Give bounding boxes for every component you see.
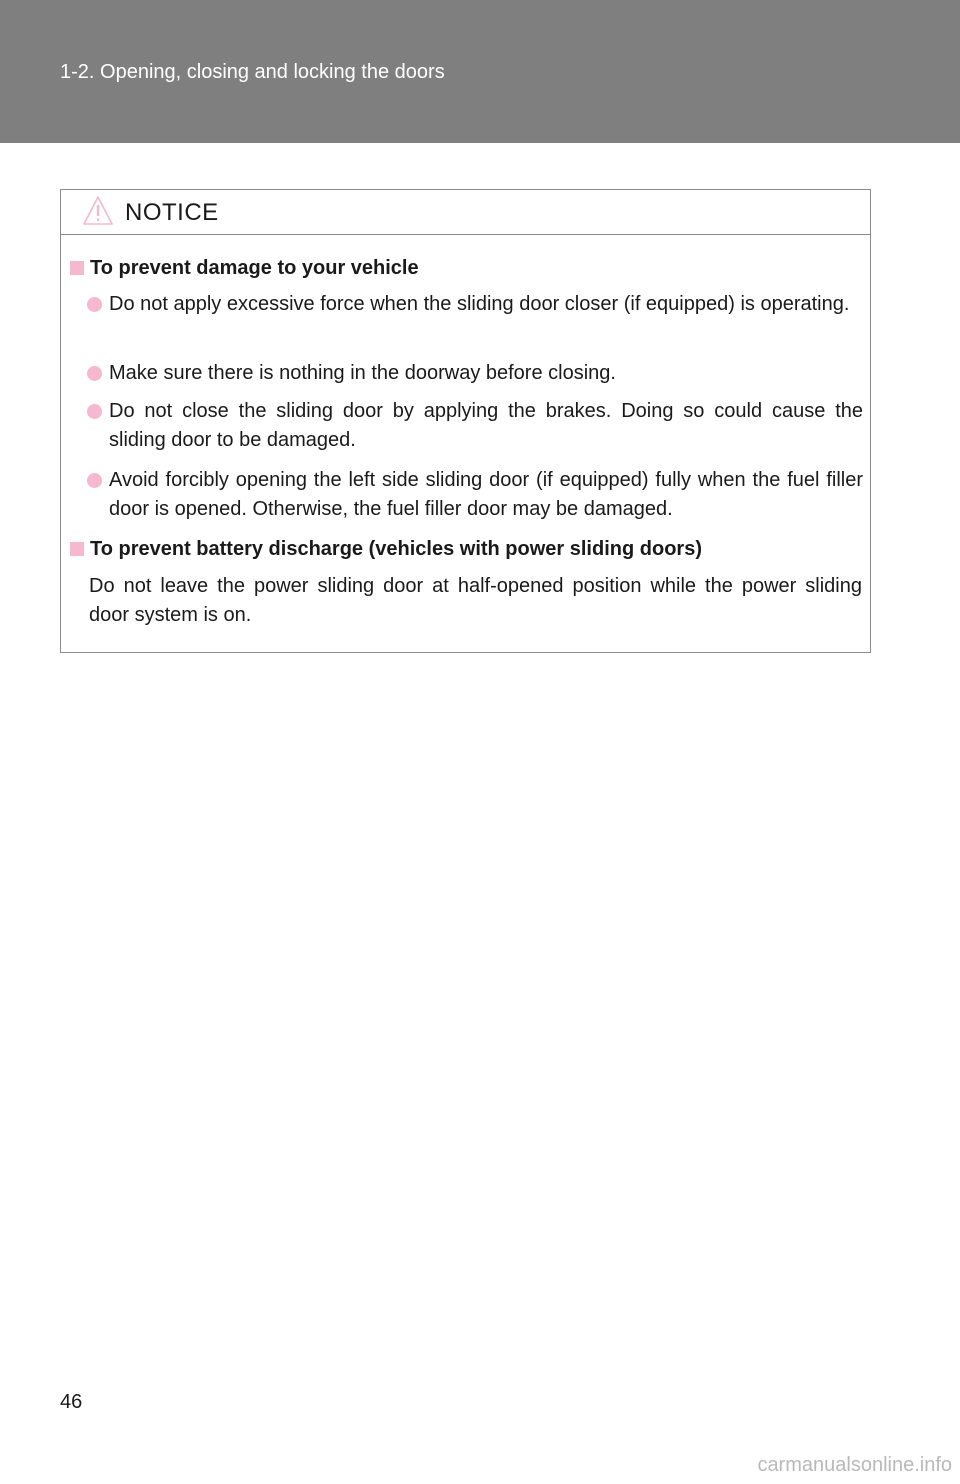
notice-title: NOTICE [125,199,219,226]
round-bullet-icon [87,404,102,419]
list-item [87,290,863,319]
square-bullet-icon [70,542,84,556]
page-number: 46 [60,1391,83,1413]
list-item [87,397,863,455]
list-item-text: Do not apply excessive force when the sliding door closer (if equipped) is operating. [109,293,850,315]
section-heading-text: To prevent battery discharge (vehicles with power sliding doors) [90,538,702,560]
round-bullet-icon [87,473,102,488]
notice-box [60,189,871,653]
notice-header [61,190,870,235]
list-item-text: Avoid forcibly opening the left side sliding door (if equipped) fully when the fuel filler door is opened. Otherwise, the fuel filler door may be damaged. [109,469,863,520]
section-heading-damage [70,254,419,282]
round-bullet-icon [87,366,102,381]
paragraph: Do not leave the power sliding door at half-opened position while the power sliding door system is on. [89,575,862,626]
warning-triangle-icon [82,195,114,227]
section-title: 1-2. Opening, closing and locking the doors [60,61,445,83]
section-heading-text: To prevent damage to your vehicle [90,257,419,279]
watermark: carmanualsonline.info [757,1454,952,1476]
round-bullet-icon [87,297,102,312]
list-item [87,359,863,388]
square-bullet-icon [70,261,84,275]
list-item [87,466,863,524]
header-bar [0,0,960,143]
list-item-text: Do not close the sliding door by applying the brakes. Doing so could cause the sliding door to be damaged. [109,400,863,451]
section-heading-battery [70,535,702,563]
list-item-text: Make sure there is nothing in the doorway before closing. [109,362,616,384]
